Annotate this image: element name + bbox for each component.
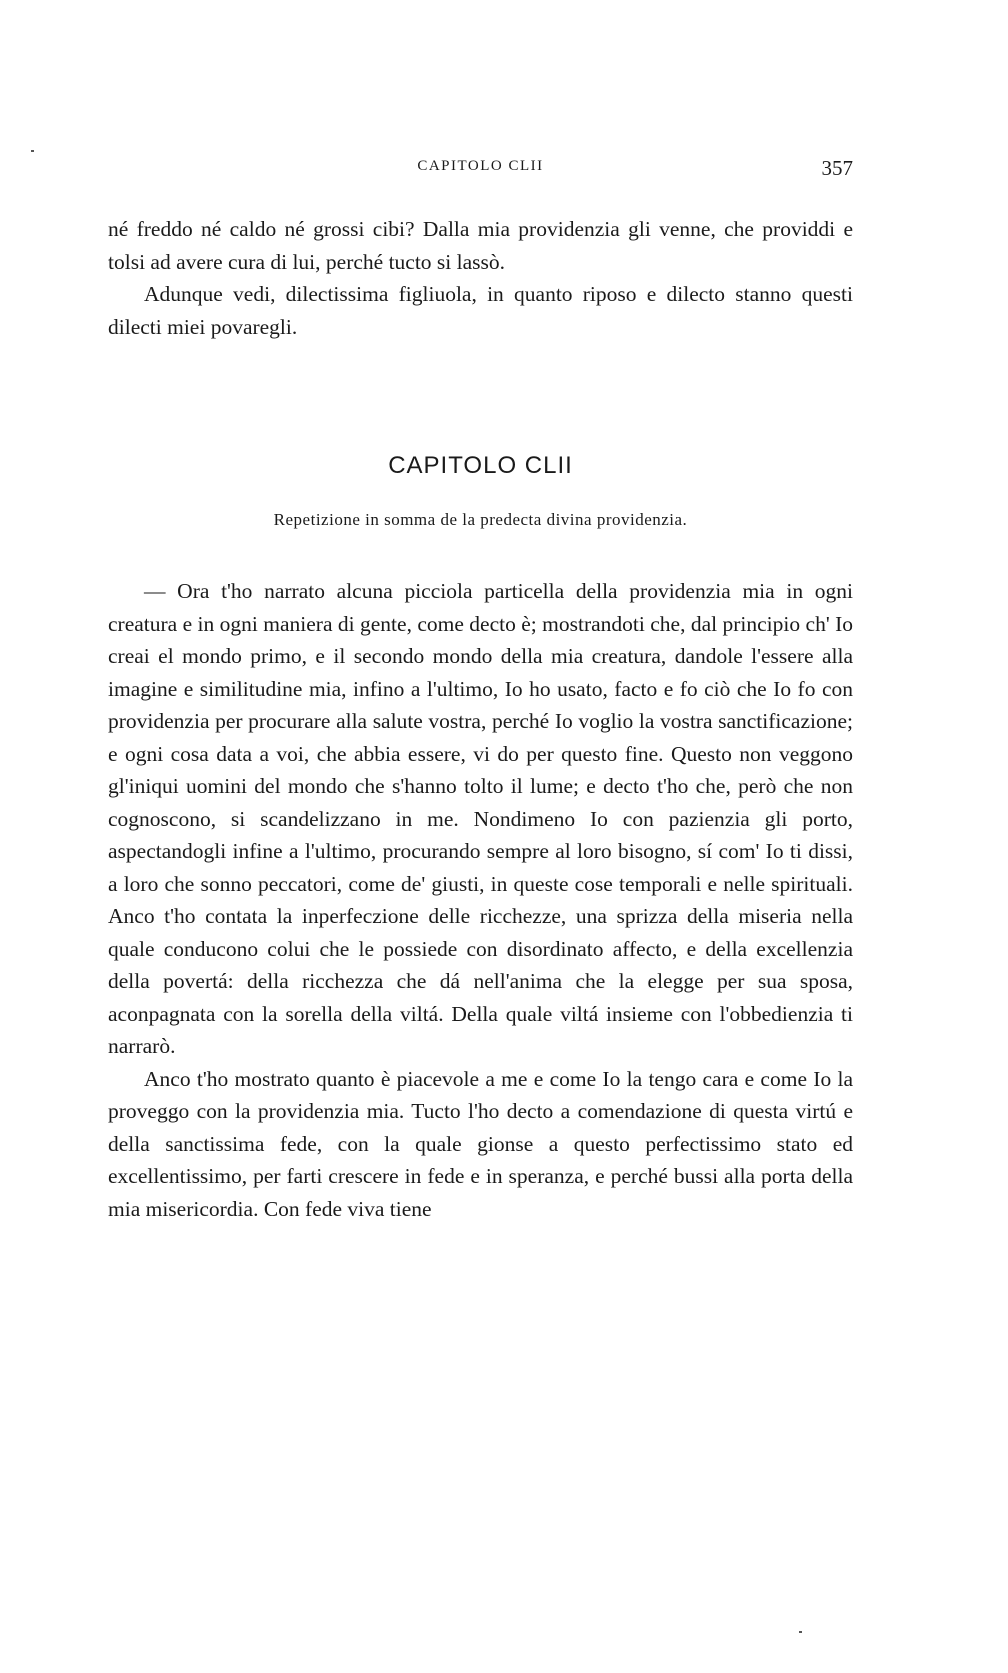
chapter-title: CAPITOLO CLII <box>388 452 573 479</box>
chapter-text <box>108 575 853 1225</box>
paragraph: né freddo né caldo né grossi cibi? Dalla mia providenzia gli venne, che providdi e tolsi ad avere cura di lui, perché tucto si lassò. <box>108 217 853 274</box>
paragraph: Adunque vedi, dilectissima figliuola, in quanto riposo e dilecto stanno questi dilecti miei povaregli. <box>108 282 853 339</box>
paragraph: Anco t'ho mostrato quanto è piacevole a me e come Io la tengo cara e come Io la proveggo con la providenzia mia. Tucto l'ho decto a comendazione di questa virtú e della sanctissima fede, con la quale gionse a questo perfectissimo stato ed excellentissimo, per farti crescere in fede e in speranza, e perché bussi alla porta della mia misericordia. Con fede viva tiene <box>108 1066 853 1221</box>
running-header <box>108 158 853 188</box>
scan-speck <box>799 1631 802 1633</box>
running-title: CAPITOLO CLII <box>417 158 544 174</box>
continuation-text <box>108 213 853 343</box>
scan-speck <box>31 150 34 152</box>
paragraph: — Ora t'ho narrato alcuna picciola particella della providenzia mia in ogni creatura e in ogni maniera di gente, come decto è; mostrandoti che, dal principio ch' Io creai el mondo primo, e il secondo mondo della mia creatura, dandole l'essere alla imagine e similitudine mia, infino a l'ultimo, Io ho usato, facto e fo ciò che Io fo con providenzia per procurare alla salute vostra, perché Io voglio la vostra sanctificazione; e ogni cosa data a voi, che abbia essere, vi do per questo fine. Questo non veggono gl'iniqui uomini del mondo che s'hanno tolto il lume; e decto t'ho che, però che non cognoscono, si scandelizzano in me. Nondimeno Io con pazienzia gli porto, aspectandogli infine a l'ultimo, procurando sempre al loro bisogno, sí com' Io ti dissi, a loro che sonno peccatori, come de' giusti, in queste cose temporali e nelle spirituali. Anco t'ho contata la inperfeczione delle ricchezze, una sprizza della miseria nella quale conducono colui che le possiede con disordinato affecto, e della excellenzia della povertá: della ricchezza che dá nell'anima che la elegge per sua sposa, aconpagnata con la sorella della viltá. Della quale viltá insieme con l'obbedienzia ti narrarò. <box>108 579 853 1058</box>
chapter-subtitle: Repetizione in somma de la predecta divina providenzia. <box>273 510 688 529</box>
page-number: 357 <box>821 156 853 180</box>
